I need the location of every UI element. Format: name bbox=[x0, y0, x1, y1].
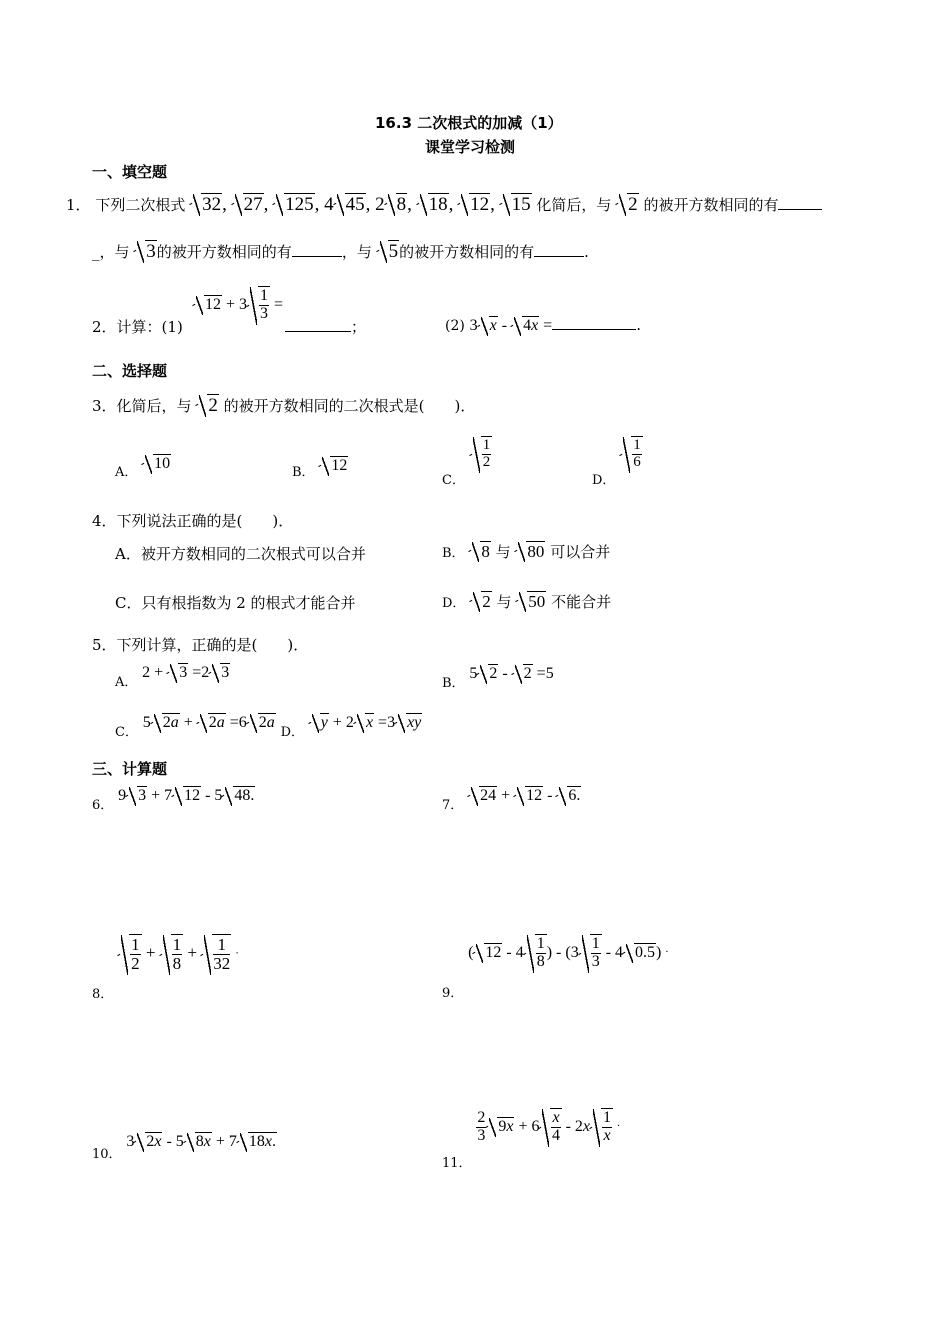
question-5 bbox=[92, 638, 308, 653]
question-number: 3． bbox=[92, 397, 117, 415]
question-number: 2． bbox=[92, 318, 117, 336]
question-2-blank-1 bbox=[285, 320, 366, 335]
option-text: 与 bbox=[495, 543, 511, 561]
q4-option-a[interactable]: A．被开方数相同的二次根式可以合并 bbox=[115, 545, 366, 563]
q3-option-a[interactable]: A． 10 bbox=[115, 455, 171, 480]
question-text: ，与 bbox=[341, 243, 372, 261]
section-multiple-choice: 二、选择题 bbox=[92, 362, 168, 380]
answer-blank[interactable] bbox=[292, 256, 342, 257]
question-text: _，与 bbox=[92, 243, 130, 261]
question-text: 下列说法正确的是( )． bbox=[116, 512, 294, 530]
question-10: 10． 3 2x - 5 8x + 7 18x. bbox=[92, 1133, 277, 1162]
answer-blank[interactable] bbox=[285, 331, 351, 332]
question-text: 的被开方数相同的二次根式是( )． bbox=[223, 397, 476, 415]
question-2-part-2: (2) 3 x - 4x = . bbox=[445, 316, 641, 334]
option-label: C． bbox=[115, 725, 138, 740]
option-label: B． bbox=[292, 465, 315, 480]
page-title: 16.3 二次根式的加减（1） bbox=[375, 114, 563, 132]
question-number: 8． bbox=[92, 987, 114, 1003]
question-number: 4． bbox=[92, 512, 117, 530]
q4-option-d[interactable]: D． 2 与 50 不能合并 bbox=[442, 592, 612, 611]
q5-option-c[interactable]: C． 5 2a + 2a =6 2a D． y + 2 x =3 xy bbox=[115, 714, 422, 740]
question-text: 下列计算，正确的是( )． bbox=[116, 636, 309, 654]
question-text: 的被开方数相同的有 bbox=[399, 243, 535, 261]
option-label: C． bbox=[442, 472, 465, 488]
answer-blank[interactable] bbox=[552, 329, 636, 330]
question-number: 10． bbox=[92, 1147, 122, 1162]
question-11: 11． $\frac{2}{3}$ 9x + 6 $\frac{x}{4}$ - 2x $\frac{1}{x}$ · bbox=[442, 1109, 621, 1171]
option-text: 可以合并 bbox=[550, 543, 611, 561]
option-label: B． bbox=[442, 546, 465, 561]
question-text: 的被开方数相同的有 bbox=[643, 196, 779, 214]
question-2-label bbox=[92, 320, 183, 335]
question-3: 3．化简后，与 2 的被开方数相同的二次根式是( )． bbox=[92, 395, 476, 416]
question-1-line-2: _，与 3的被开方数相同的有 ，与 5的被开方数相同的有 . bbox=[92, 241, 589, 262]
question-number: 1． bbox=[66, 196, 91, 214]
radical-list: 32, 27, 125, 4 45, 2 8, 18, 12, 15 bbox=[190, 194, 536, 215]
period: . bbox=[584, 243, 589, 261]
q3-option-b[interactable]: B． 12 bbox=[292, 457, 348, 480]
question-7: 7． 24 + 12 - 6. bbox=[442, 787, 581, 813]
option-label: B． bbox=[442, 676, 465, 691]
section-fill-blank: 一、填空题 bbox=[92, 163, 168, 181]
question-number: 11． bbox=[442, 1155, 472, 1171]
question-8: 8． $\frac{1}{2}$ + $\frac{1}{8}$ + $\frac{1}{32}$ · bbox=[92, 935, 239, 1003]
q5-option-a[interactable]: A． 2 + 3 =2 3 bbox=[115, 664, 230, 690]
question-number: 6． bbox=[92, 798, 114, 813]
question-9: 9． ( 12 - 4 $\frac{1}{8}$ ) - (3 $\frac{1}{3}$ - 4 0.5) · bbox=[442, 935, 669, 1001]
option-text: 不能合并 bbox=[551, 593, 612, 611]
question-text: 的被开方数相同的有 bbox=[156, 243, 292, 261]
semicolon: ； bbox=[351, 318, 367, 336]
option-text: 与 bbox=[496, 593, 512, 611]
answer-blank[interactable] bbox=[534, 256, 584, 257]
option-label: D． bbox=[592, 472, 616, 488]
question-number: 5． bbox=[92, 636, 117, 654]
question-text: 化简后，与 bbox=[536, 196, 612, 214]
question-text: 计算：(1) bbox=[116, 318, 183, 336]
question-text: 下列二次根式 bbox=[95, 196, 186, 214]
question-number: 9． bbox=[442, 985, 464, 1001]
q4-option-b[interactable]: B． 8 与 80 可以合并 bbox=[442, 542, 611, 561]
option-label: A． bbox=[115, 465, 138, 480]
question-1-line-1: 1． 下列二次根式 32, 27, 125, 4 45, 2 8, 18, 12, 15 化简后，与 2 的被开方数相同的有 bbox=[66, 193, 822, 214]
page-subtitle: 课堂学习检测 bbox=[425, 138, 516, 156]
question-4 bbox=[92, 514, 293, 529]
option-label: D． bbox=[280, 725, 305, 740]
q3-option-d[interactable]: D． $\frac{1}{6}$ bbox=[592, 437, 641, 488]
question-6: 6． 9 3 + 7 12 - 5 48. bbox=[92, 787, 255, 813]
question-2-expr-1: 12 + 3 $\frac{1}{3}$ = bbox=[193, 286, 283, 323]
q4-option-c[interactable]: C．只有根指数为 2 的根式才能合并 bbox=[115, 594, 356, 612]
option-label: A． bbox=[115, 675, 138, 690]
answer-blank[interactable] bbox=[778, 209, 822, 210]
option-label: D． bbox=[442, 596, 466, 611]
q3-option-c[interactable]: C． $\frac{1}{2}$ bbox=[442, 437, 491, 488]
period: . bbox=[636, 316, 641, 334]
q5-option-b[interactable]: B． 5 2 - 2 =5 bbox=[442, 665, 554, 691]
question-number: 7． bbox=[442, 798, 464, 813]
question-text: 化简后，与 bbox=[116, 397, 192, 415]
part-label: (2) bbox=[445, 318, 465, 334]
section-calculation: 三、计算题 bbox=[92, 760, 168, 778]
